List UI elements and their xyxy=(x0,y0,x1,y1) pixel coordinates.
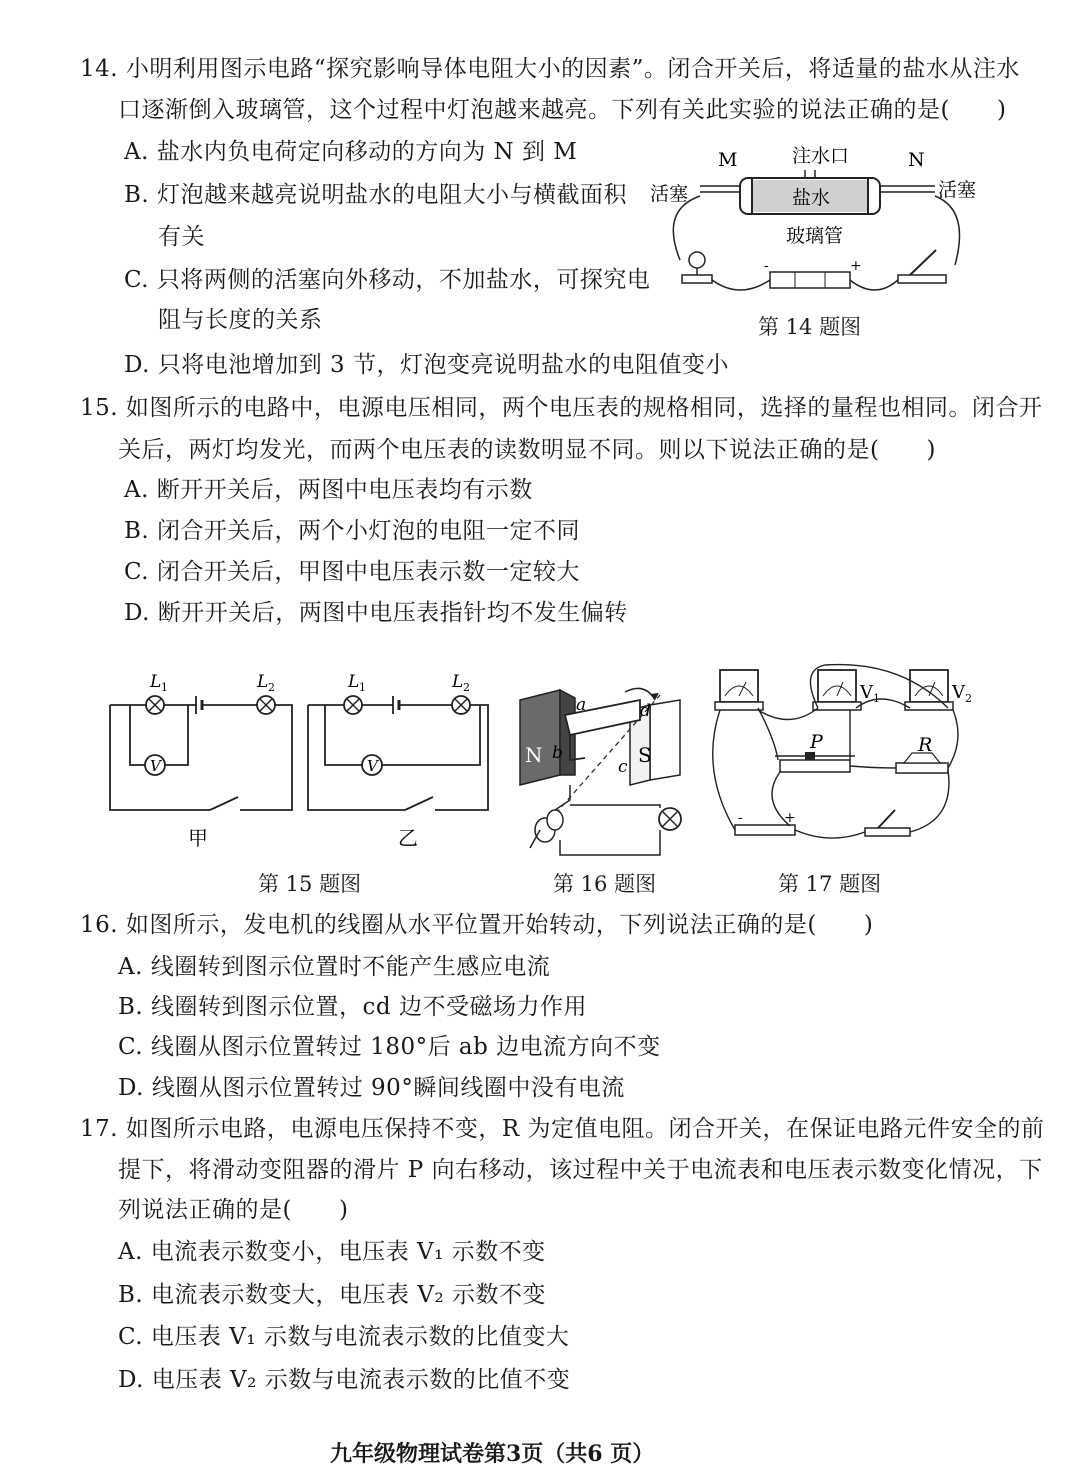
q16-label-d: d xyxy=(640,701,651,721)
q14-stem-line2: 口逐渐倒入玻璃管，这个过程中灯泡越来越亮。下列有关此实验的说法正确的是( ) xyxy=(118,97,1007,123)
q15-option-a: A. 断开开关后，两图中电压表均有示数 xyxy=(124,477,533,503)
q17-option-b: B. 电流表示数变大，电压表 V₂ 示数不变 xyxy=(118,1282,546,1308)
q15-option-d: D. 断开开关后，两图中电压表指针均不发生偏转 xyxy=(124,600,628,626)
q17-label-p: P xyxy=(810,731,823,753)
q14-option-b: B. 灯泡越来越亮说明盐水的电阻大小与横截面积 xyxy=(124,182,628,208)
q17-option-a: A. 电流表示数变小，电压表 V₁ 示数不变 xyxy=(118,1239,546,1265)
q16-figure-caption: 第 16 题图 xyxy=(553,872,657,896)
q16-label-c: c xyxy=(618,757,628,777)
q15-yi-l1-label: L xyxy=(348,672,360,692)
q14-battery-icon xyxy=(770,272,850,288)
q15-jia-voltmeter-label: V xyxy=(150,757,161,775)
q14-option-b-cont: 有关 xyxy=(158,224,205,250)
q14-figure xyxy=(640,140,985,310)
q14-label-piston-right: 活塞 xyxy=(938,179,977,201)
q15-stem-line2: 关后，两灯均发光，而两个电压表的读数明显不同。则以下说法正确的是( ) xyxy=(118,437,936,463)
q17-stem-line3: 列说法正确的是( ) xyxy=(118,1197,349,1223)
q14-figure-caption: 第 14 题图 xyxy=(758,315,862,339)
q14-switch-icon xyxy=(898,275,946,283)
q15-jia-l1-label: L xyxy=(150,672,162,692)
q17-v1-sub: 1 xyxy=(873,692,880,705)
q14-label-piston-left: 活塞 xyxy=(650,183,689,205)
q16-option-c: C. 线圈从图示位置转过 180°后 ab 边电流方向不变 xyxy=(118,1034,661,1060)
q17-battery-minus: - xyxy=(738,810,743,826)
q16-pole-s-label: S xyxy=(638,743,652,767)
q16-option-b: B. 线圈转到图示位置，cd 边不受磁场力作用 xyxy=(118,994,587,1020)
q17-rheostat xyxy=(780,760,850,772)
q17-option-d: D. 电压表 V₂ 示数与电流表示数的比值不变 xyxy=(118,1367,571,1393)
q15-yi-voltmeter-label: V xyxy=(367,757,378,775)
q16-pole-n-label: N xyxy=(525,743,543,767)
q17-v2-label: V xyxy=(952,682,965,703)
q16-magnet-n xyxy=(520,690,560,785)
q17-battery xyxy=(735,825,795,835)
q15-stem-line1: 15. 如图所示的电路中，电源电压相同，两个电压表的规格相同，选择的量程也相同。闭合开 xyxy=(80,395,1043,421)
q17-resistor xyxy=(896,763,948,773)
q17-figure xyxy=(700,660,980,865)
page-footer: 九年级物理试卷第3页（共6 页） xyxy=(330,1441,655,1467)
q15-jia-l2-sub: 2 xyxy=(268,681,275,694)
q15-option-b: B. 闭合开关后，两个小灯泡的电阻一定不同 xyxy=(124,518,581,544)
q15-yi-l1-sub: 1 xyxy=(359,681,366,694)
q17-figure-caption: 第 17 题图 xyxy=(778,872,882,896)
q14-stem-line1: 14. 小明利用图示电路“探究影响导体电阻大小的因素”。闭合开关后，将适量的盐水从注水 xyxy=(80,56,1020,82)
q17-switch xyxy=(865,828,910,836)
q15-jia-l1-sub: 1 xyxy=(161,681,168,694)
q16-option-a: A. 线圈转到图示位置时不能产生感应电流 xyxy=(118,954,551,980)
q14-option-d: D. 只将电池增加到 3 节，灯泡变亮说明盐水的电阻值变小 xyxy=(124,352,729,378)
q15-jia-l2-label: L xyxy=(257,672,269,692)
q14-option-c: C. 只将两侧的活塞向外移动，不加盐水，可探究电 xyxy=(124,267,651,293)
q14-battery-minus: - xyxy=(764,258,769,274)
q16-figure xyxy=(510,680,710,865)
q16-option-d: D. 线圈从图示位置转过 90°瞬间线圈中没有电流 xyxy=(118,1075,625,1101)
q14-label-inlet: 注水口 xyxy=(792,145,850,167)
q15-option-c: C. 闭合开关后，甲图中电压表示数一定较大 xyxy=(124,559,580,585)
q14-bulb-icon xyxy=(689,252,705,268)
q15-figure-caption: 第 15 题图 xyxy=(258,872,362,896)
q14-label-n: N xyxy=(908,149,925,171)
q17-stem-line1: 17. 如图所示电路，电源电压保持不变，R 为定值电阻。闭合开关，在保证电路元件安全的前 xyxy=(80,1116,1045,1142)
q14-label-tube: 玻璃管 xyxy=(786,225,844,247)
q17-option-c: C. 电压表 V₁ 示数与电流表示数的比值变大 xyxy=(118,1324,570,1350)
q15-yi-l2-label: L xyxy=(452,672,464,692)
q17-battery-plus: + xyxy=(784,810,796,826)
q14-label-saltwater: 盐水 xyxy=(792,187,831,209)
q14-option-a: A. 盐水内负电荷定向移动的方向为 N 到 M xyxy=(124,139,578,165)
q15-circuit-yi xyxy=(308,672,488,850)
q15-yi-l2-sub: 2 xyxy=(463,681,470,694)
q15-label-jia: 甲 xyxy=(188,826,208,850)
q16-stem-line1: 16. 如图所示，发电机的线圈从水平位置开始转动，下列说法正确的是( ) xyxy=(80,912,874,938)
q15-label-yi: 乙 xyxy=(398,826,418,850)
q17-label-r: R xyxy=(918,734,933,756)
q15-figure xyxy=(100,660,500,860)
q17-v1-label: V xyxy=(860,682,873,703)
q17-v2-sub: 2 xyxy=(965,692,972,705)
q15-circuit-jia xyxy=(110,672,292,850)
q14-option-c-cont: 阻与长度的关系 xyxy=(158,307,323,333)
q17-stem-line2: 提下，将滑动变阻器的滑片 P 向右移动，该过程中关于电流表和电压表示数变化情况，下 xyxy=(118,1157,1043,1183)
q16-label-a: a xyxy=(576,695,587,715)
q16-magnet-s xyxy=(650,700,680,780)
q14-bulb-base xyxy=(682,275,712,283)
q16-label-b: b xyxy=(552,743,563,763)
q14-battery-plus: + xyxy=(850,258,862,274)
q14-label-m: M xyxy=(718,149,738,171)
